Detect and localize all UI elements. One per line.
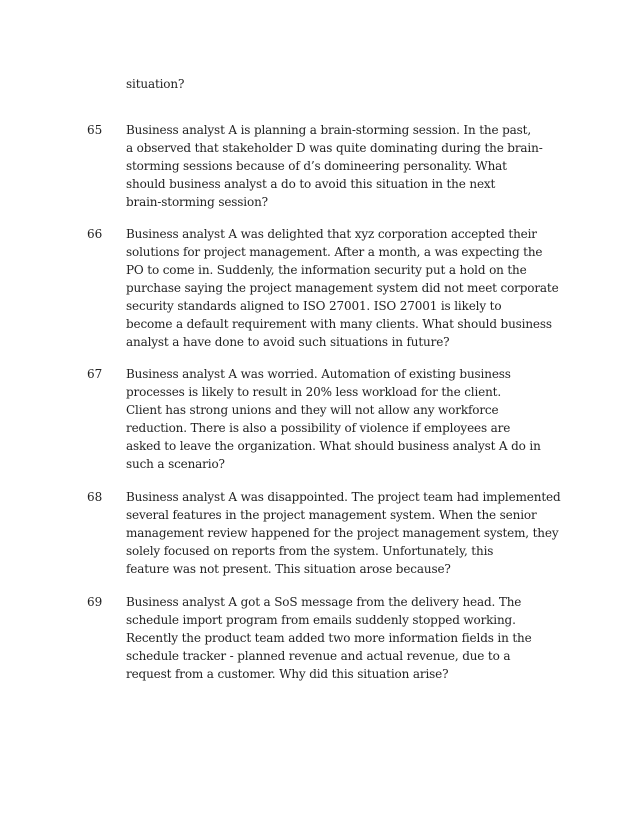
question-number: 68 <box>87 490 103 504</box>
question-line: Recently the product team added two more information fields in the <box>126 631 532 645</box>
question-line: storming sessions because of d’s domineering personality. What <box>126 159 507 173</box>
question-number: 69 <box>87 595 103 609</box>
question-number: 66 <box>87 227 103 241</box>
question-line: management review happened for the project management system, they <box>126 526 559 540</box>
question-line: several features in the project management system. When the senior <box>126 508 537 522</box>
question-line: solely focused on reports from the system. Unfortunately, this <box>126 544 494 558</box>
continuation-line: situation? <box>126 77 185 91</box>
question-line: should business analyst a do to avoid this situation in the next <box>126 177 496 191</box>
question-line: Business analyst A was worried. Automation of existing business <box>126 367 511 381</box>
question-line: reduction. There is also a possibility of violence if employees are <box>126 421 511 435</box>
question-number: 67 <box>87 367 103 381</box>
question-line: feature was not present. This situation arose because? <box>126 562 451 576</box>
question-line: PO to come in. Suddenly, the information security put a hold on the <box>126 263 527 277</box>
question-line: asked to leave the organization. What should business analyst A do in <box>126 439 541 453</box>
question-line: purchase saying the project management system did not meet corporate <box>126 281 559 295</box>
question-line: become a default requirement with many clients. What should business <box>126 317 552 331</box>
question-number: 65 <box>87 123 103 137</box>
question-line: Business analyst A was disappointed. The project team had implemented <box>126 490 561 504</box>
question-line: Business analyst A got a SoS message from the delivery head. The <box>126 595 522 609</box>
question-line: analyst a have done to avoid such situations in future? <box>126 335 450 349</box>
question-line: solutions for project management. After a month, a was expecting the <box>126 245 543 259</box>
question-line: schedule import program from emails suddenly stopped working. <box>126 613 516 627</box>
question-line: request from a customer. Why did this situation arise? <box>126 667 449 681</box>
question-line: a observed that stakeholder D was quite dominating during the brain- <box>126 141 543 155</box>
question-line: brain-storming session? <box>126 195 268 209</box>
question-line: such a scenario? <box>126 457 225 471</box>
question-line: Client has strong unions and they will not allow any workforce <box>126 403 499 417</box>
question-line: processes is likely to result in 20% less workload for the client. <box>126 385 502 399</box>
question-line: Business analyst A was delighted that xyz corporation accepted their <box>126 227 537 241</box>
question-line: Business analyst A is planning a brain-storming session. In the past, <box>126 123 532 137</box>
question-line: schedule tracker - planned revenue and actual revenue, due to a <box>126 649 511 663</box>
question-line: security standards aligned to ISO 27001. ISO 27001 is likely to <box>126 299 502 313</box>
